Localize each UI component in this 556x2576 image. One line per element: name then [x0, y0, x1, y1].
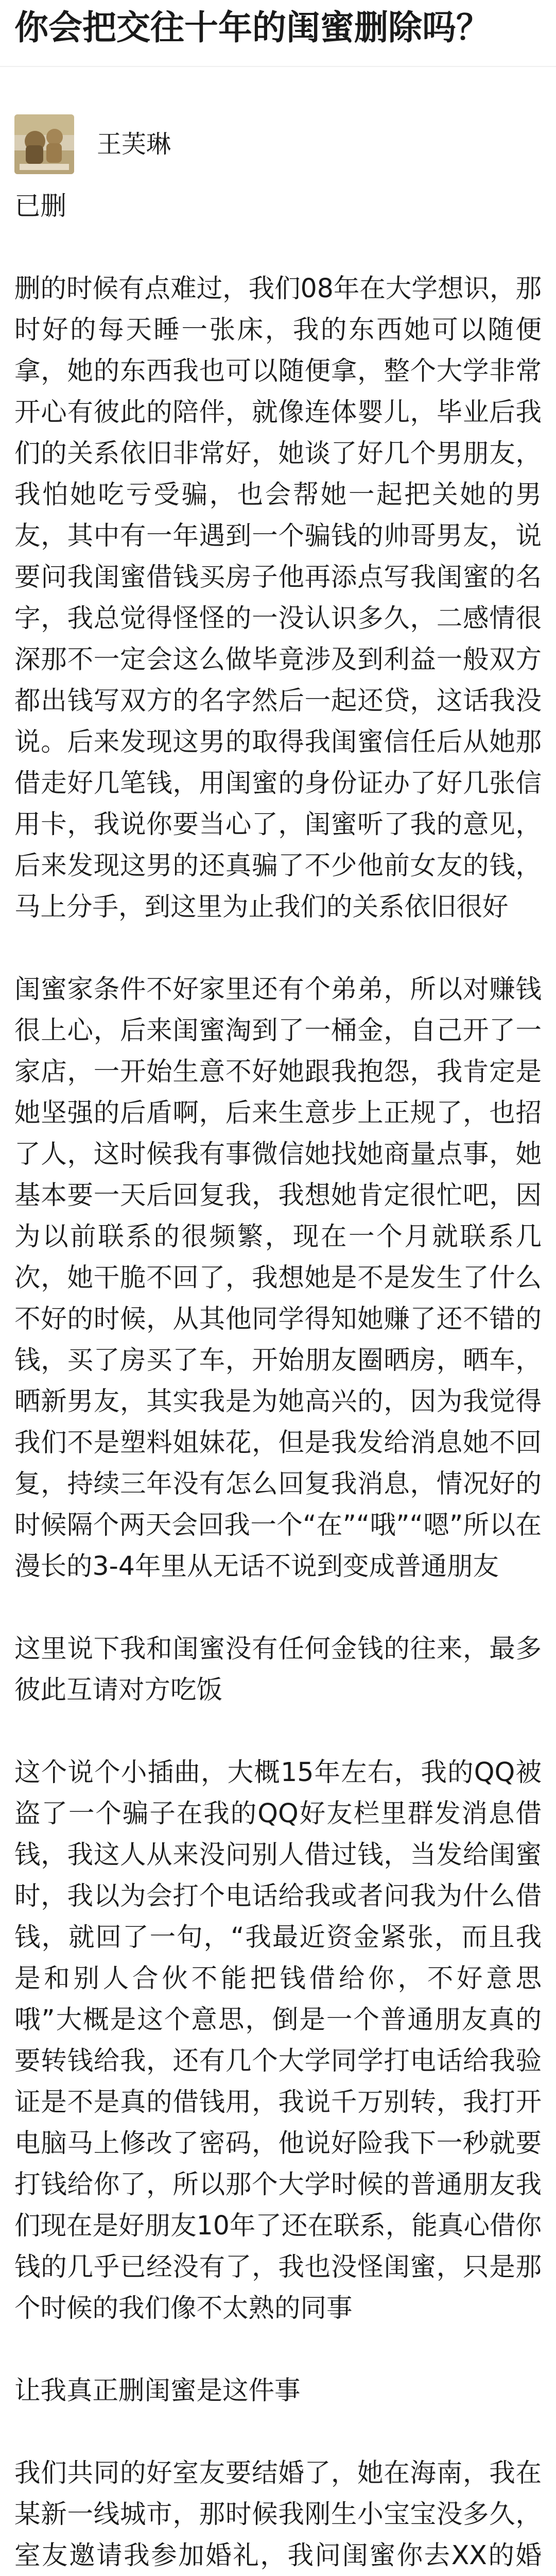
answer-paragraph: 这里说下我和闺蜜没有任何金钱的往来，最多彼此互请对方吃饭	[14, 1633, 542, 1705]
answer-paragraph: 让我真正删闺蜜是这件事	[14, 2375, 301, 2405]
answer-paragraph: 闺蜜家条件不好家里还有个弟弟，所以对赚钱很上心，后来闺蜜淘到了一桶金，自己开了一家店，一开始生意不好她跟我抱怨，我肯定是她坚强的后盾啊，后来生意步上正规了，也招了人，这时候我有事微信她找她商量点事，她基本要一天后回复我，我想她肯定很忙吧，因为以前联系的很频繁，现在一个月就联系几次，她干脆不回了，我想她是不是发生了什么不好的时候，从其他同学得知她赚了还不错的钱，买了房买了车，开始朋友圈晒房，晒车，晒新男友，其实我是为她高兴的，因为我觉得我们不是塑料姐妹花，但是我发给消息她不回复，持续三年没有怎么回复我消息，情况好的时候隔个两天会回我一个“在”“哦”“嗯”所以在漫长的3-4年里从无话不说到变成普通朋友	[14, 974, 542, 1581]
title-divider	[0, 66, 556, 67]
avatar-image	[14, 114, 74, 174]
answer-paragraph: 已删	[14, 191, 66, 221]
answer-paragraph: 删的时候有点难过，我们08年在大学想识，那时好的每天睡一张床，我的东西她可以随便拿，她的东西我也可以随便拿，整个大学非常开心有彼此的陪伴，就像连体婴儿，毕业后我们的关系依旧非常好，她谈了好几个男朋友，我怕她吃亏受骗，也会帮她一起把关她的男友，其中有一年遇到一个骗钱的帅哥男友，说要问我闺蜜借钱买房子他再添点写我闺蜜的名字，我总觉得怪怪的一没认识多久，二感情很深那不一定会这么做毕竟涉及到利益一般双方都出钱写双方的名字然后一起还贷，这话我没说。后来发现这男的取得我闺蜜信任后从她那借走好几笔钱，用闺蜜的身份证办了好几张信用卡，我说你要当心了，闺蜜听了我的意见，后来发现这男的还真骗了不少他前女友的钱，马上分手，到这里为止我们的关系依旧很好	[14, 273, 542, 922]
author-row[interactable]	[14, 113, 171, 175]
answer-paragraph: 这个说个小插曲，大概15年左右，我的QQ被盗了一个骗子在我的QQ好友栏里群发消息借钱，我这人从来没问别人借过钱，当发给闺蜜时，我以为会打个电话给我或者问我为什么借钱，就回了一句，“我最近资金紧张，而且我是和别人合伙不能把钱借给你，不好意思哦”大概是这个意思，倒是一个普通朋友真的要转钱给我，还有几个大学同学打电话给我验证是不是真的借钱用，我说千万别转，我打开电脑马上修改了密码，他说好险我下一秒就要打钱给你了，所以那个大学时候的普通朋友我们现在是好朋友10年了还在联系，能真心借你钱的几乎已经没有了，我也没怪闺蜜，只是那个时候的我们像不太熟的同事	[14, 1757, 542, 2323]
author-name[interactable]: 王芙琳	[97, 130, 171, 159]
answer-content	[14, 185, 542, 2576]
avatar-photo-icon[interactable]	[14, 114, 74, 174]
question-title[interactable]: 你会把交往十年的闺蜜删除吗？	[14, 8, 490, 47]
answer-paragraph: 我们共同的好室友要结婚了，她在海南，我在某新一线城市，那时候我刚生小宝宝没多久，室友邀请我参加婚礼，我问闺蜜你去XX的婚	[14, 2458, 542, 2570]
